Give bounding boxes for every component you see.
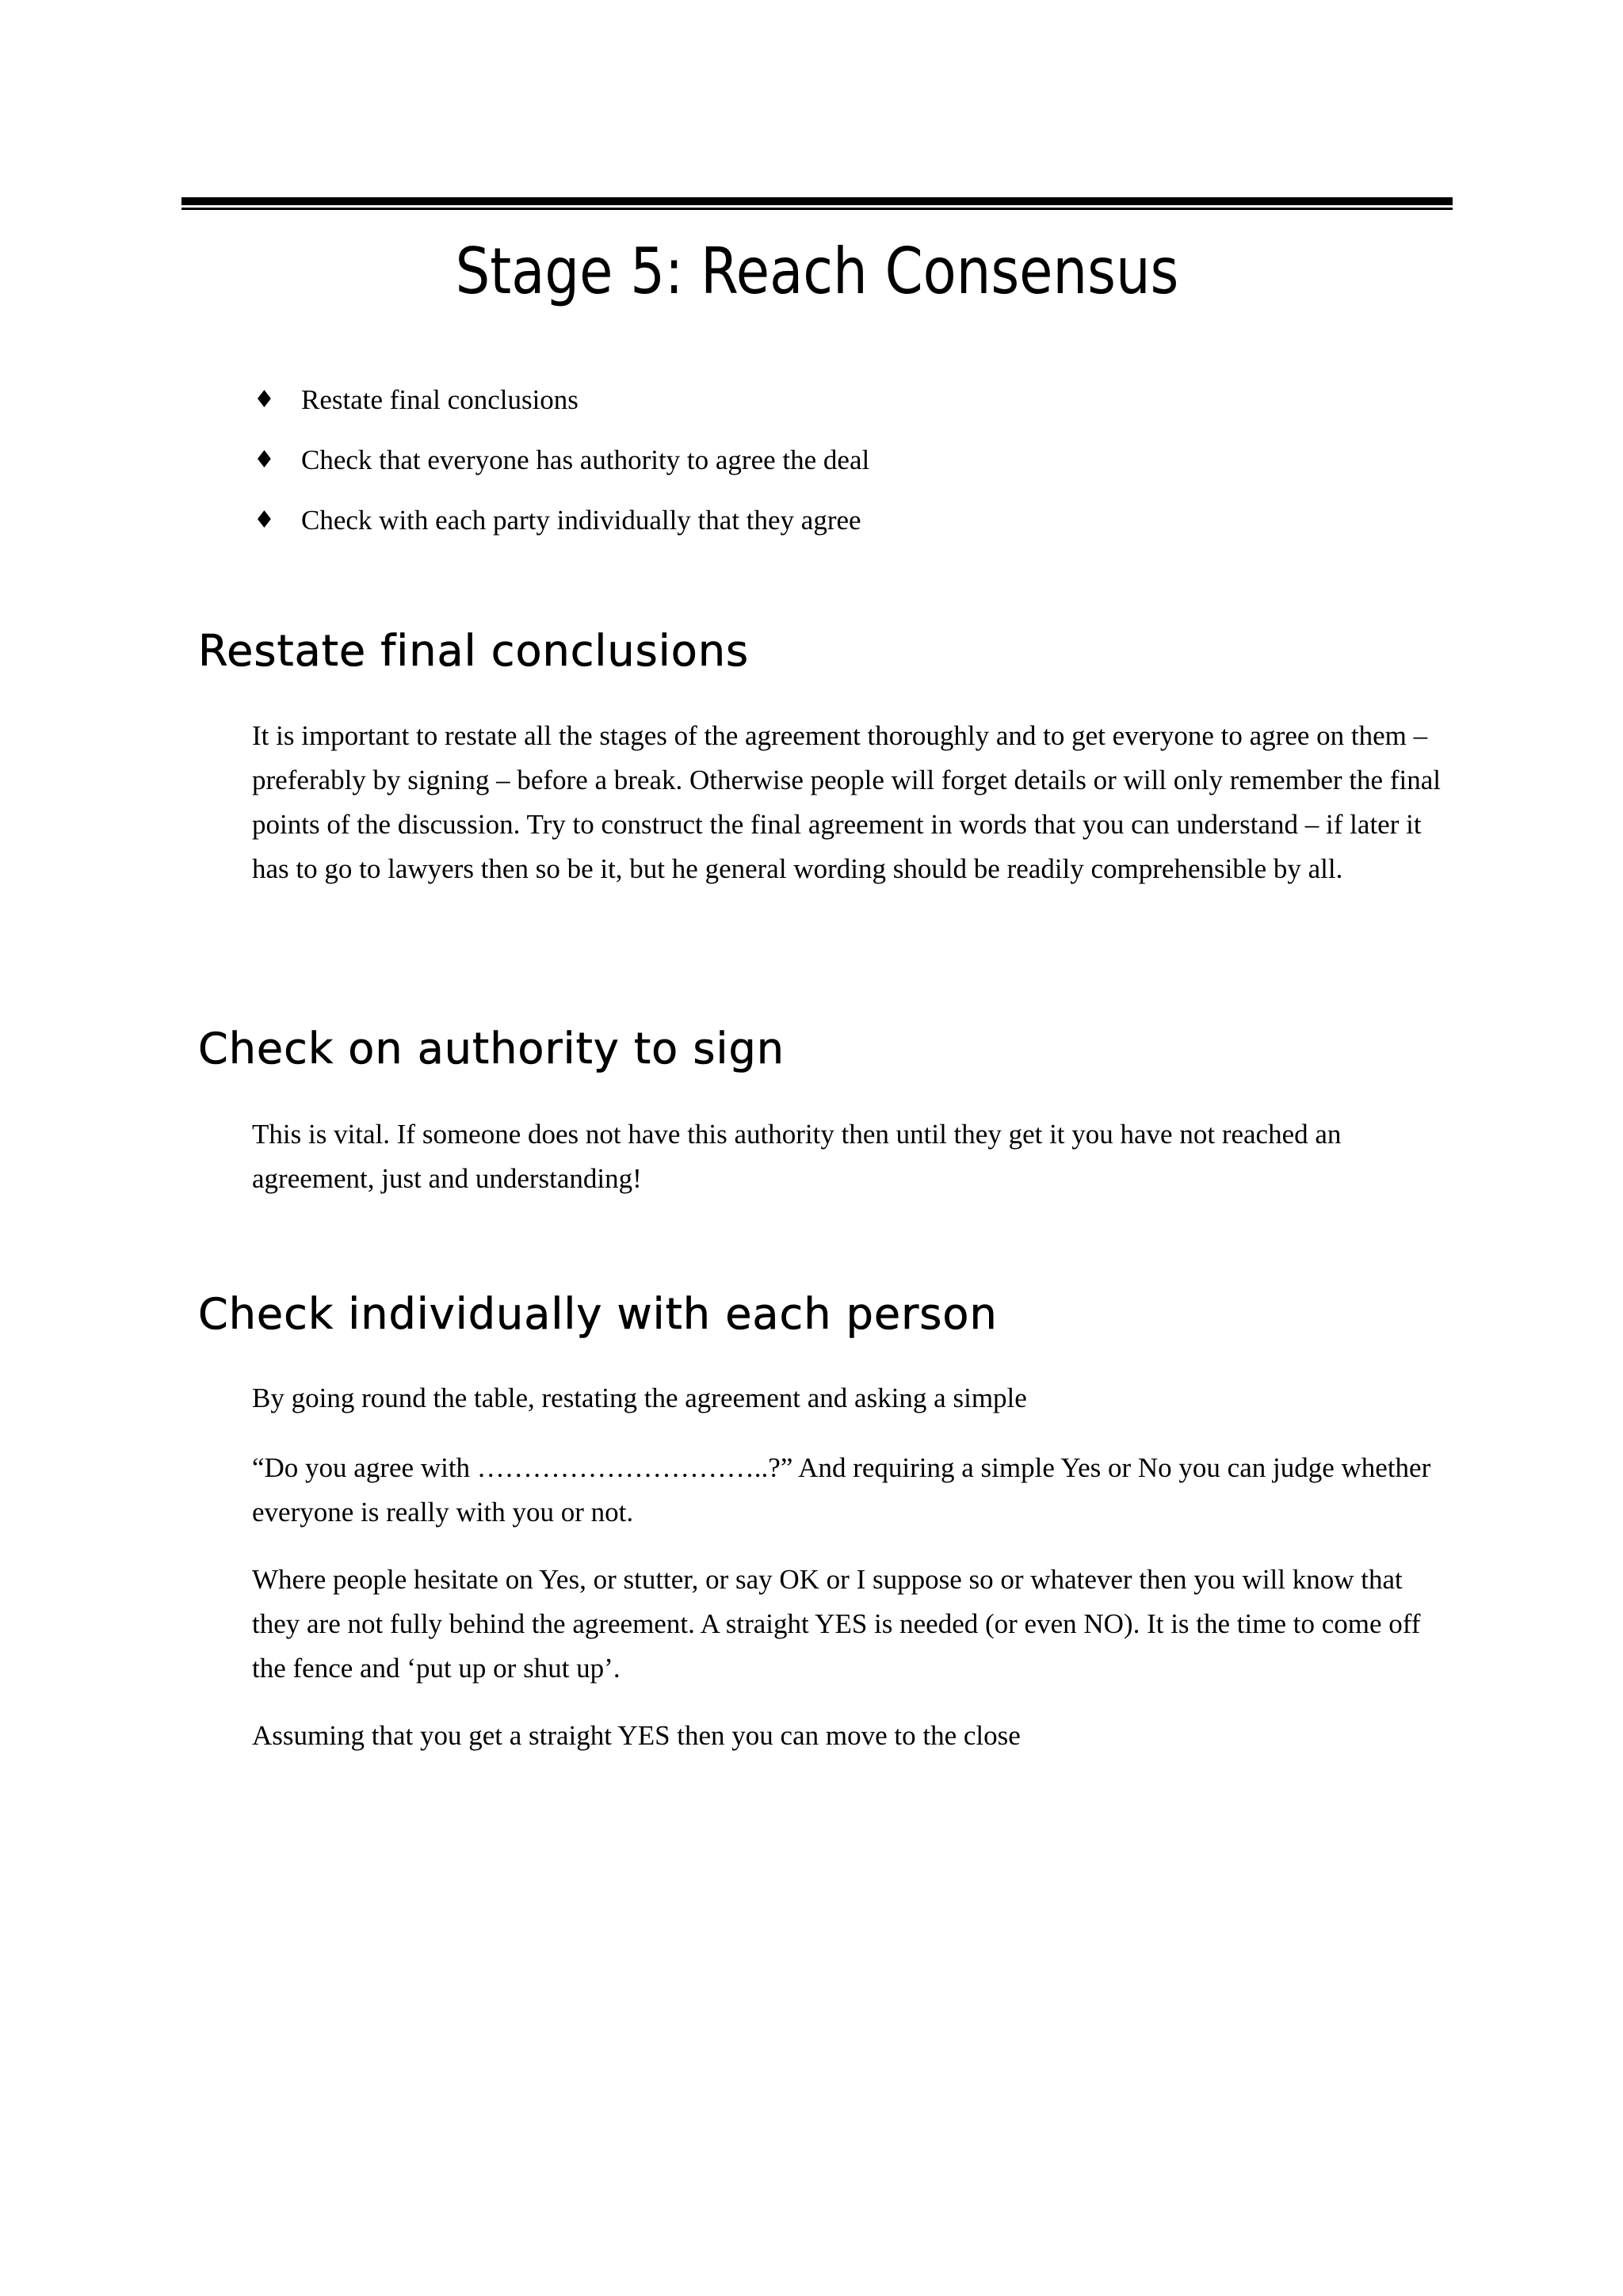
section-paragraph: “Do you agree with …………………………..?” And requiring a simple Yes or No you can judge whether everyone is really with you or not. bbox=[252, 1452, 1431, 1527]
section-paragraph: Where people hesitate on Yes, or stutter, or say OK or I suppose so or whatever then you will know that they are not fully behind the agreement. A straight YES is needed (or even NO). It is the time to come off the fence and ‘put up or shut up’. bbox=[252, 1564, 1421, 1684]
header-rule-thin bbox=[181, 208, 1453, 210]
section-paragraph: It is important to restate all the stages of the agreement thoroughly and to get everyone to agree on them –preferably by signing – before a break. Otherwise people will forget details or will only remember the final points of the discussion. Try to construct the final agreement in words that you can understand – if later it has to go to lawyers then so be it, but he general wording should be readily comprehensible by all. bbox=[252, 720, 1441, 884]
bullet-item bbox=[254, 380, 869, 441]
section-paragraph: This is vital. If someone does not have this authority then until they get it you have not reached an agreement, just and understanding! bbox=[252, 1119, 1342, 1194]
diamond-bullet-icon: ♦ bbox=[254, 386, 275, 414]
section-paragraph: Assuming that you get a straight YES then you can move to the close bbox=[252, 1720, 1021, 1751]
header-rule-thick bbox=[181, 197, 1453, 205]
page-title: Stage 5: Reach Consensus bbox=[455, 235, 1179, 308]
section-heading-authority: Check on authority to sign bbox=[198, 1024, 785, 1074]
bullet-item bbox=[254, 501, 869, 561]
bullet-text: Restate final conclusions bbox=[301, 384, 579, 415]
section-heading-individual-check: Check individually with each person bbox=[198, 1289, 998, 1339]
section-paragraph: By going round the table, restating the agreement and asking a simple bbox=[252, 1383, 1027, 1413]
summary-bullet-list bbox=[254, 380, 869, 561]
bullet-item bbox=[254, 441, 869, 501]
bullet-text: Check that everyone has authority to agree the deal bbox=[301, 444, 870, 475]
section-heading-restate: Restate final conclusions bbox=[198, 626, 750, 676]
bullet-text: Check with each party individually that they agree bbox=[301, 505, 861, 536]
diamond-bullet-icon: ♦ bbox=[254, 506, 275, 534]
diamond-bullet-icon: ♦ bbox=[254, 446, 275, 474]
